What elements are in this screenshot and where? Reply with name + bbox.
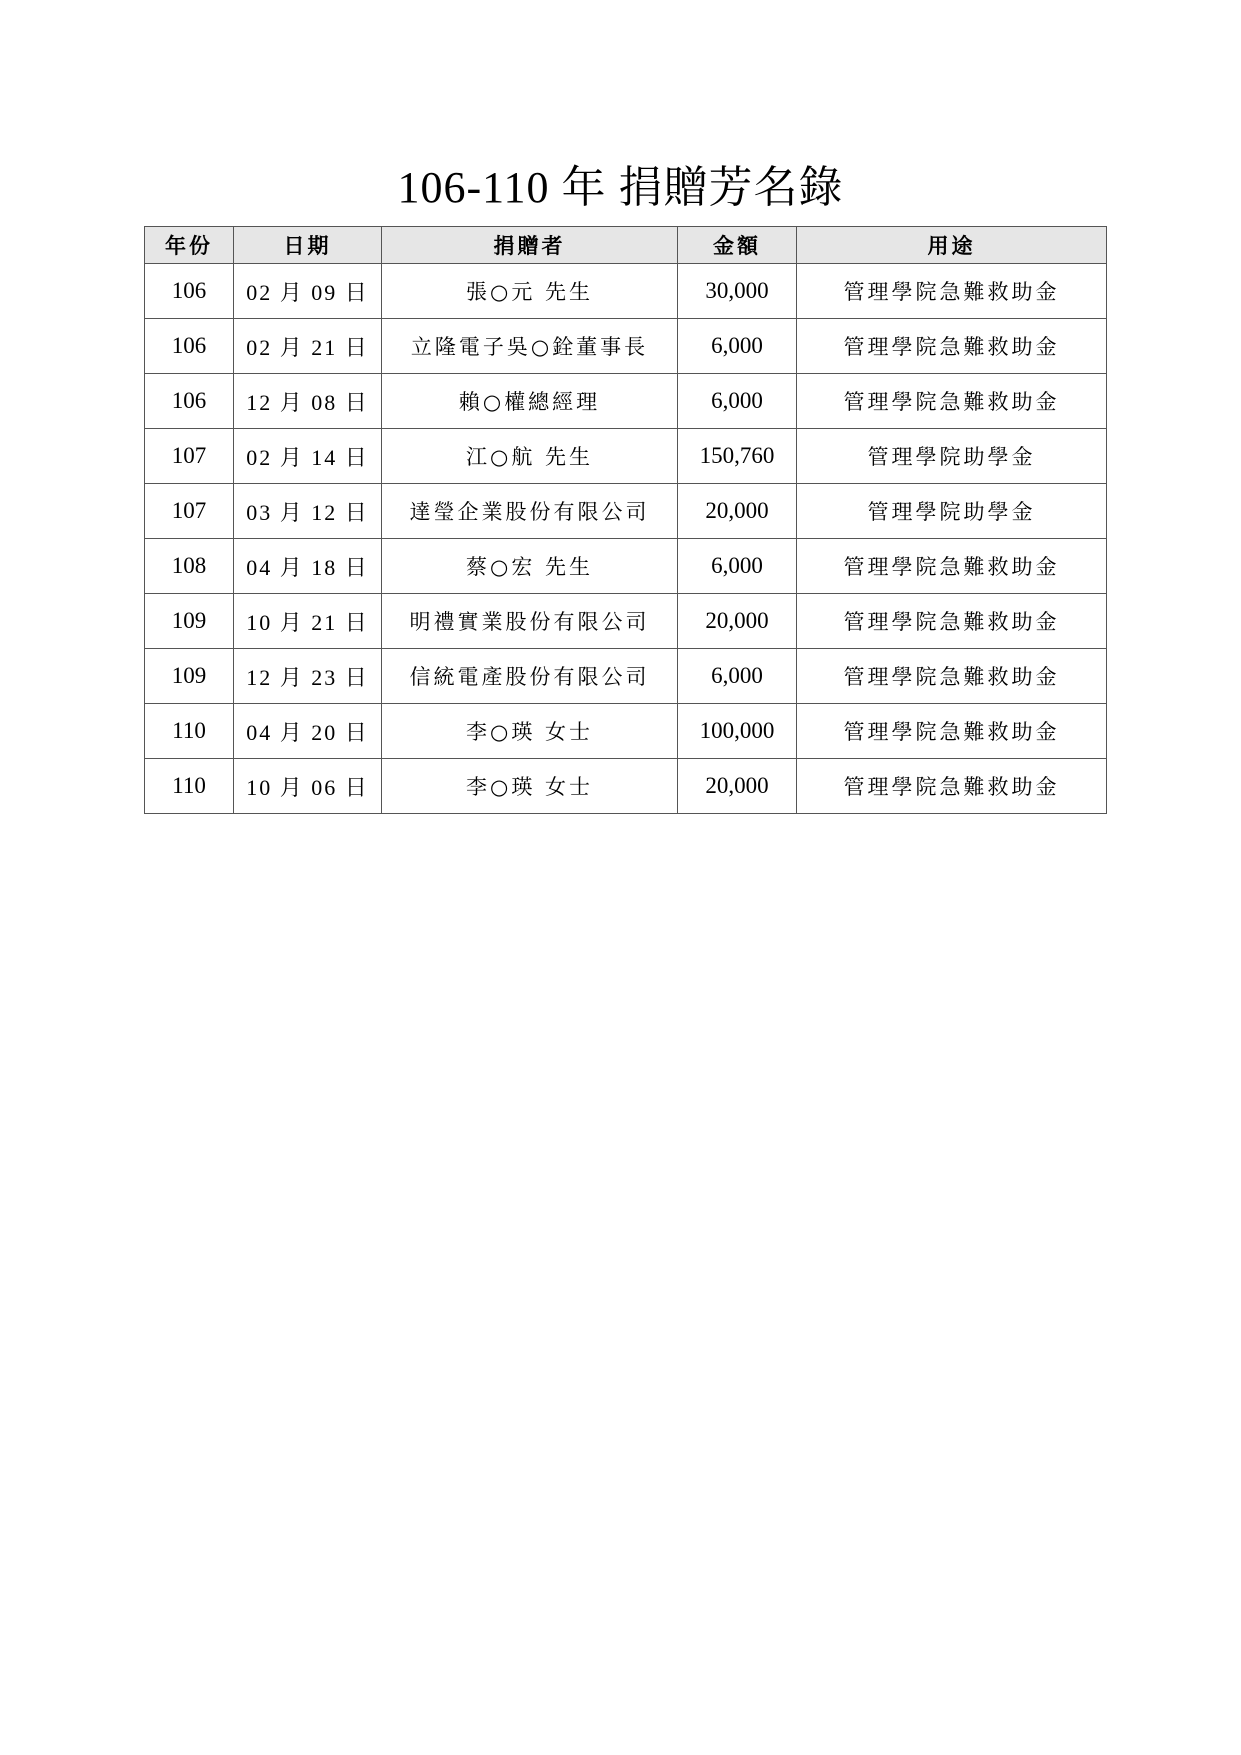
cell-amount: 150,760 [678, 429, 797, 484]
cell-amount: 30,000 [678, 264, 797, 319]
table-body [145, 264, 1107, 814]
table-row [145, 594, 1107, 649]
cell-date: 10 月 21 日 [234, 594, 382, 649]
header-amount: 金額 [678, 227, 797, 264]
cell-purpose: 管理學院急難救助金 [797, 319, 1107, 374]
cell-purpose: 管理學院急難救助金 [797, 759, 1107, 814]
table-row [145, 759, 1107, 814]
cell-donor: 江○航 先生 [382, 429, 678, 484]
table-row [145, 319, 1107, 374]
cell-donor: 達瑩企業股份有限公司 [382, 484, 678, 539]
cell-year: 110 [145, 704, 234, 759]
cell-donor: 立隆電子吳○銓董事長 [382, 319, 678, 374]
cell-year: 106 [145, 264, 234, 319]
cell-purpose: 管理學院助學金 [797, 429, 1107, 484]
cell-purpose: 管理學院急難救助金 [797, 264, 1107, 319]
cell-purpose: 管理學院急難救助金 [797, 649, 1107, 704]
cell-year: 109 [145, 649, 234, 704]
header-row [145, 227, 1107, 264]
cell-amount: 100,000 [678, 704, 797, 759]
cell-donor: 李○瑛 女士 [382, 759, 678, 814]
cell-date: 02 月 21 日 [234, 319, 382, 374]
header-purpose: 用途 [797, 227, 1107, 264]
cell-date: 12 月 23 日 [234, 649, 382, 704]
donor-table [144, 226, 1107, 814]
cell-year: 106 [145, 374, 234, 429]
cell-date: 02 月 14 日 [234, 429, 382, 484]
table-header [145, 227, 1107, 264]
cell-date: 03 月 12 日 [234, 484, 382, 539]
table-row [145, 374, 1107, 429]
table-row [145, 264, 1107, 319]
cell-donor: 蔡○宏 先生 [382, 539, 678, 594]
cell-amount: 6,000 [678, 539, 797, 594]
cell-donor: 明禮實業股份有限公司 [382, 594, 678, 649]
header-donor: 捐贈者 [382, 227, 678, 264]
cell-year: 108 [145, 539, 234, 594]
cell-year: 107 [145, 484, 234, 539]
cell-date: 04 月 18 日 [234, 539, 382, 594]
header-year: 年份 [145, 227, 234, 264]
header-date: 日期 [234, 227, 382, 264]
cell-amount: 6,000 [678, 319, 797, 374]
cell-donor: 賴○權總經理 [382, 374, 678, 429]
cell-amount: 6,000 [678, 649, 797, 704]
cell-date: 10 月 06 日 [234, 759, 382, 814]
cell-year: 109 [145, 594, 234, 649]
cell-donor: 張○元 先生 [382, 264, 678, 319]
cell-donor: 李○瑛 女士 [382, 704, 678, 759]
cell-amount: 20,000 [678, 594, 797, 649]
cell-amount: 20,000 [678, 484, 797, 539]
table-row [145, 704, 1107, 759]
table-row [145, 539, 1107, 594]
cell-amount: 20,000 [678, 759, 797, 814]
cell-purpose: 管理學院急難救助金 [797, 704, 1107, 759]
cell-purpose: 管理學院助學金 [797, 484, 1107, 539]
cell-donor: 信統電產股份有限公司 [382, 649, 678, 704]
cell-purpose: 管理學院急難救助金 [797, 374, 1107, 429]
cell-year: 106 [145, 319, 234, 374]
page-title: 106-110 年 捐贈芳名錄 [397, 163, 844, 212]
cell-date: 02 月 09 日 [234, 264, 382, 319]
cell-amount: 6,000 [678, 374, 797, 429]
cell-purpose: 管理學院急難救助金 [797, 594, 1107, 649]
cell-purpose: 管理學院急難救助金 [797, 539, 1107, 594]
cell-date: 04 月 20 日 [234, 704, 382, 759]
table-row [145, 649, 1107, 704]
table-row [145, 484, 1107, 539]
table-row [145, 429, 1107, 484]
cell-year: 107 [145, 429, 234, 484]
cell-year: 110 [145, 759, 234, 814]
cell-date: 12 月 08 日 [234, 374, 382, 429]
